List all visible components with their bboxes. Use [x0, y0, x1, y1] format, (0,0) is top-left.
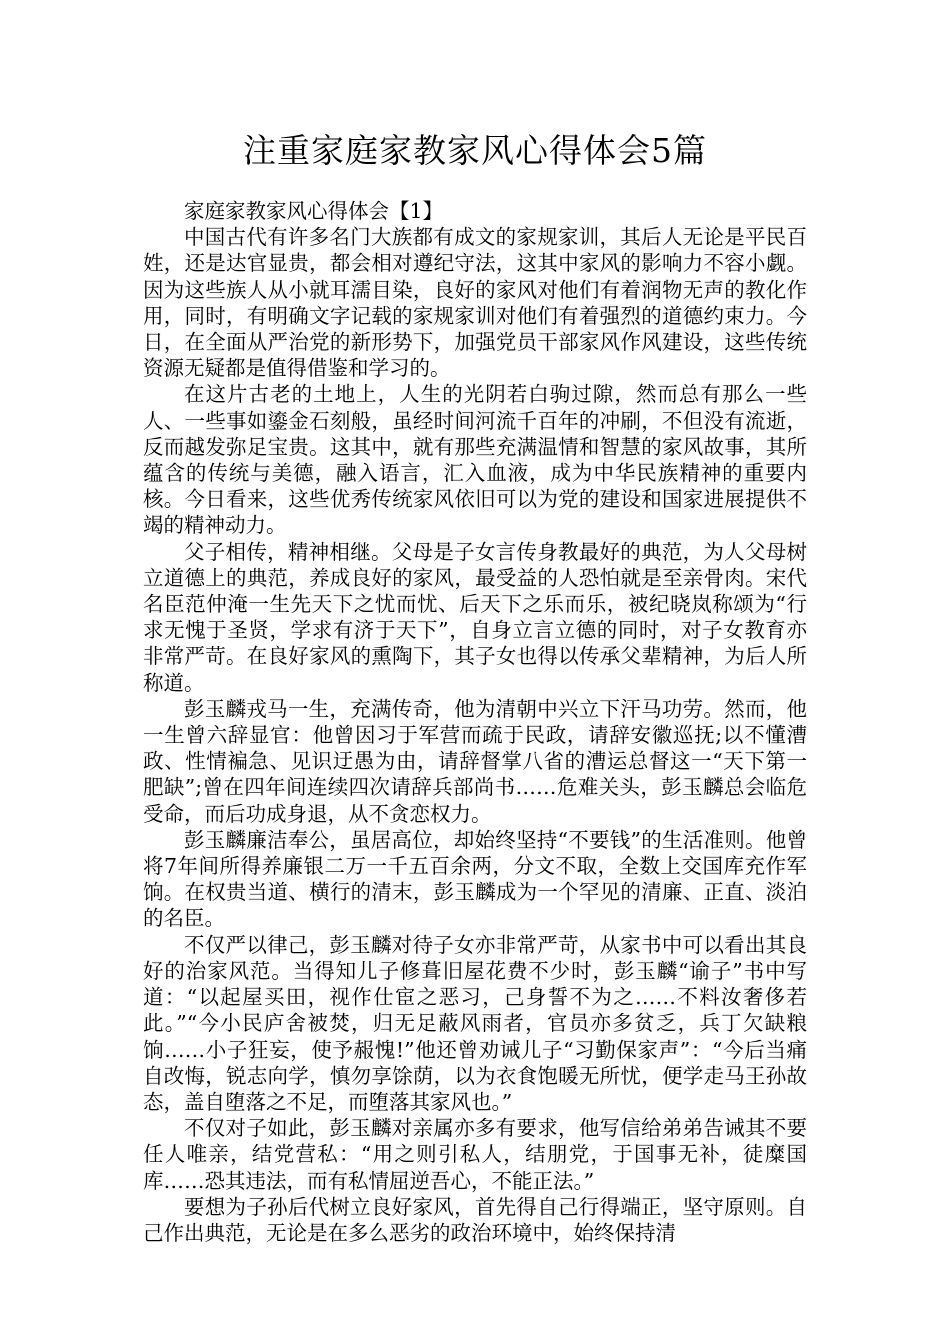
paragraph: 不仅严以律己，彭玉麟对待子女亦非常严苛，从家书中可以看出其良好的治家风范。当得知儿子修葺旧屋花费不少时，彭玉麟“谕子”书中写道：“以起屋买田，视作仕宦之恶习，己身誓不为之……不料汝奢侈若此。”“今小民庐舍被焚，归无足蔽风雨者，官员亦多贫乏，兵丁欠缺粮饷……小子狂妄，使予赧愧!”他还曾劝诫儿子“习勤保家声”：“今后当痛自改悔，锐志向学，慎勿享馀荫，以为衣食饱暖无所忧，便学走马王孙故态，盖自堕落之不足，而堕落其家风也。” — [143, 932, 807, 1114]
paragraph: 彭玉麟戎马一生，充满传奇，他为清朝中兴立下汗马功劳。然而，他一生曾六辞显官：他曾因习于军营而疏于民政，请辞安徽巡抚;以不懂漕政、性情褊急、见识迂愚为由，请辞督掌八省的漕运总督这一“天下第一肥缺”;曾在四年间连续四次请辞兵部尚书……危难关头，彭玉麟总会临危受命，而后功成身退，从不贪恋权力。 — [143, 696, 807, 826]
paragraph: 要想为子孙后代树立良好家风，首先得自己行得端正，坚守原则。自己作出典范，无论是在多么恶劣的政治环境中，始终保持清 — [143, 1194, 807, 1245]
paragraph: 不仅对子如此，彭玉麟对亲属亦多有要求，他写信给弟弟告诫其不要任人唯亲，结党营私：“用之则引私人，结朋党，于国事无补，徒糜国库……恐其违法，而有私情屈逆吾心，不能正法。” — [143, 1116, 807, 1193]
paragraph: 在这片古老的土地上，人生的光阴若白驹过隙，然而总有那么一些人、一些事如鎏金石刻般，虽经时间河流千百年的冲刷，不但没有流逝，反而越发弥足宝贵。这其中，就有那些充满温情和智慧的家风故事，其所蕴含的传统与美德，融入语言，汇入血液，成为中华民族精神的重要内核。今日看来，这些优秀传统家风依旧可以为党的建设和国家进展提供不竭的精神动力。 — [143, 382, 807, 538]
paragraph: 中国古代有许多名门大族都有成文的家规家训，其后人无论是平民百姓，还是达官显贵，都会相对遵纪守法，这其中家风的影响力不容小觑。因为这些族人从小就耳濡目染，良好的家风对他们有着润物无声的教化作用，同时，有明确文字记载的家规家训对他们有着强烈的道德约束力。今日，在全面从严治党的新形势下，加强党员干部家风作风建设，这些传统资源无疑都是值得借鉴和学习的。 — [143, 225, 807, 381]
paragraph: 父子相传，精神相继。父母是子女言传身教最好的典范，为人父母树立道德上的典范，养成良好的家风，最受益的人恐怕就是至亲骨肉。宋代名臣范仲淹一生先天下之忧而忧、后天下之乐而乐，被纪晓岚称颂为“行求无愧于圣贤，学求有济于天下”，自身立言立德的同时，对子女教育亦非常严苛。在良好家风的熏陶下，其子女也得以传承父辈精神，为后人所称道。 — [143, 539, 807, 695]
paragraph: 彭玉麟廉洁奉公，虽居高位，却始终坚持“不要钱”的生活准则。他曾将7年间所得养廉银二万一千五百余两，分文不取，全数上交国库充作军饷。在权贵当道、横行的清末，彭玉麟成为一个罕见的清廉、正直、淡泊的名臣。 — [143, 827, 807, 931]
section-heading: 家庭家教家风心得体会【1】 — [184, 199, 444, 223]
document-body — [143, 198, 807, 1246]
document-title: 注重家庭家教家风心得体会5篇 — [243, 131, 707, 170]
